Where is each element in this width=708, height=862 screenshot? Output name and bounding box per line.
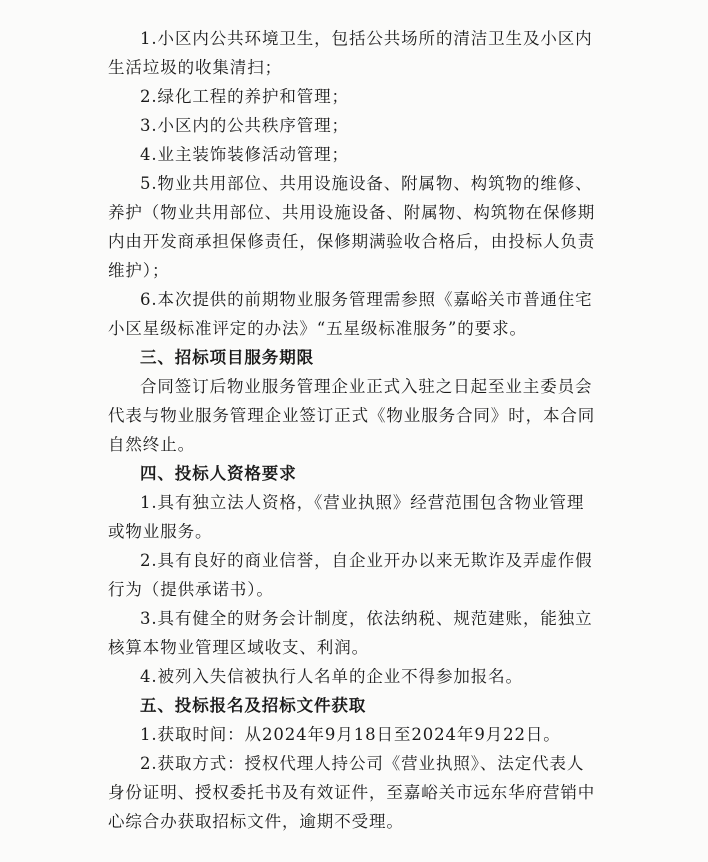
text-line: 2.具有良好的商业信誉，自企业开办以来无欺诈及弄虚作假 bbox=[140, 551, 593, 570]
text-line: 2.绿化工程的养护和管理； bbox=[140, 87, 349, 106]
text-line: 内由开发商承担保修责任，保修期满验收合格后，由投标人负责 bbox=[108, 232, 596, 251]
text-line: 小区星级标准评定的办法》“五星级标准服务”的要求。 bbox=[108, 319, 527, 338]
text-line: 身份证明、授权委托书及有效证件，至嘉峪关市远东华府营销中 bbox=[108, 783, 596, 802]
text-line: 6.本次提供的前期物业服务管理需参照《嘉峪关市普通住宅 bbox=[140, 290, 593, 309]
text-line: 2.获取方式：授权代理人持公司《营业执照》、法定代表人 bbox=[140, 754, 585, 773]
text-line: 1.小区内公共环境卫生，包括公共场所的清洁卫生及小区内 bbox=[140, 29, 593, 48]
section-heading: 三、招标项目服务期限 bbox=[140, 348, 314, 367]
text-line: 生活垃圾的收集清扫； bbox=[108, 58, 282, 77]
text-line: 3.小区内的公共秩序管理； bbox=[140, 116, 349, 135]
text-line: 心综合办获取招标文件，逾期不受理。 bbox=[108, 812, 404, 831]
text-line: 自然终止。 bbox=[108, 435, 195, 454]
text-line: 4.业主装饰装修活动管理； bbox=[140, 145, 349, 164]
text-line: 养护（物业共用部位、共用设施设备、附属物、构筑物在保修期 bbox=[108, 203, 596, 222]
text-line: 合同签订后物业服务管理企业正式入驻之日起至业主委员会 bbox=[140, 377, 593, 396]
text-line: 5.物业共用部位、共用设施设备、附属物、构筑物的维修、 bbox=[140, 174, 593, 193]
text-line: 核算本物业管理区域收支、利润。 bbox=[108, 638, 369, 657]
document-body bbox=[108, 24, 628, 836]
text-line: 维护）； bbox=[108, 261, 170, 280]
section-heading: 五、投标报名及招标文件获取 bbox=[140, 696, 367, 715]
section-heading: 四、投标人资格要求 bbox=[140, 464, 297, 483]
text-line: 代表与物业服务管理企业签订正式《物业服务合同》时，本合同 bbox=[108, 406, 596, 425]
text-line: 行为（提供承诺书）。 bbox=[108, 580, 274, 599]
text-line: 3.具有健全的财务会计制度，依法纳税、规范建账，能独立 bbox=[140, 609, 593, 628]
text-line: 1.具有独立法人资格，《营业执照》经营范围包含物业管理 bbox=[140, 493, 585, 512]
text-line: 或物业服务。 bbox=[108, 522, 213, 541]
text-line: 4.被列入失信被执行人名单的企业不得参加报名。 bbox=[140, 667, 523, 686]
text-line: 1.获取时间：从2024年9月18日至2024年9月22日。 bbox=[140, 725, 561, 744]
